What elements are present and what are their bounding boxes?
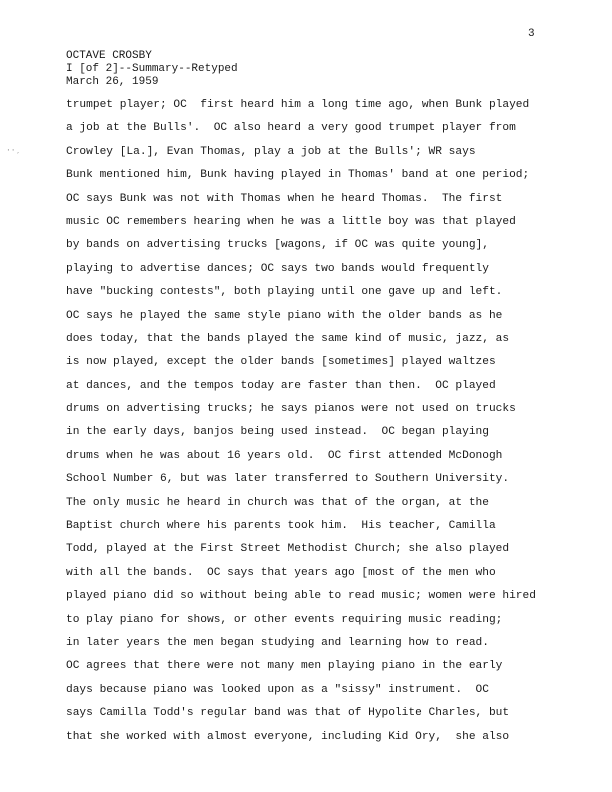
body-line: says Camilla Todd's regular band was that of Hypolite Charles, but bbox=[66, 707, 510, 720]
body-line: Todd, played at the First Street Methodist Church; she also played bbox=[66, 543, 510, 556]
reel-label: I [of 2]--Summary--Retyped bbox=[66, 63, 238, 75]
body-line: The only music he heard in church was that of the organ, at the bbox=[66, 496, 489, 509]
body-line: playing to advertise dances; OC says two bands would frequently bbox=[66, 262, 489, 275]
body-line: Bunk mentioned him, Bunk having played in Thomas' band at one period; bbox=[66, 169, 530, 182]
body-line: in the early days, banjos being used instead. OC began playing bbox=[66, 426, 489, 439]
body-line: at dances, and the tempos today are faster than then. OC played bbox=[66, 379, 496, 392]
body-line: in later years the men began studying and learning how to read. bbox=[66, 636, 489, 649]
body-line: OC says he played the same style piano with the older bands as he bbox=[66, 309, 503, 322]
document-header bbox=[66, 50, 238, 89]
body-line: played piano did so without being able to read music; women were hired bbox=[66, 590, 536, 603]
body-line: Crowley [La.], Evan Thomas, play a job at the Bulls'; WR says bbox=[66, 145, 476, 158]
body-line: trumpet player; OC first heard him a long time ago, when Bunk played bbox=[66, 99, 530, 111]
body-line: is now played, except the older bands [sometimes] played waltzes bbox=[66, 356, 496, 369]
body-line: a job at the Bulls'. OC also heard a very good trumpet player from bbox=[66, 122, 516, 135]
body-line: that she worked with almost everyone, including Kid Ory, she also bbox=[66, 730, 510, 743]
interviewee-name: OCTAVE CROSBY bbox=[66, 50, 152, 62]
body-line: drums on advertising trucks; he says pianos were not used on trucks bbox=[66, 403, 516, 416]
margin-mark: ··ˏ bbox=[6, 146, 21, 155]
body-line: music OC remembers hearing when he was a little boy was that played bbox=[66, 215, 516, 228]
body-line: OC says Bunk was not with Thomas when he heard Thomas. The first bbox=[66, 192, 503, 205]
body-line: OC agrees that there were not many men playing piano in the early bbox=[66, 660, 503, 673]
body-line: Baptist church where his parents took him. His teacher, Camilla bbox=[66, 520, 496, 533]
body-line: with all the bands. OC says that years ago [most of the men who bbox=[66, 566, 496, 579]
summary-body bbox=[66, 94, 606, 749]
body-line: drums when he was about 16 years old. OC first attended McDonogh bbox=[66, 449, 503, 462]
body-line: to play piano for shows, or other events requiring music reading; bbox=[66, 613, 503, 626]
body-line: School Number 6, but was later transferred to Southern University. bbox=[66, 473, 510, 486]
body-line: by bands on advertising trucks [wagons, if OC was quite young], bbox=[66, 239, 489, 252]
body-line: days because piano was looked upon as a "sissy" instrument. OC bbox=[66, 683, 489, 696]
body-line: does today, that the bands played the same kind of music, jazz, as bbox=[66, 332, 510, 345]
interview-date: March 26, 1959 bbox=[66, 76, 159, 88]
page-number: 3 bbox=[528, 28, 535, 40]
body-line: have "bucking contests", both playing until one gave up and left. bbox=[66, 286, 503, 299]
